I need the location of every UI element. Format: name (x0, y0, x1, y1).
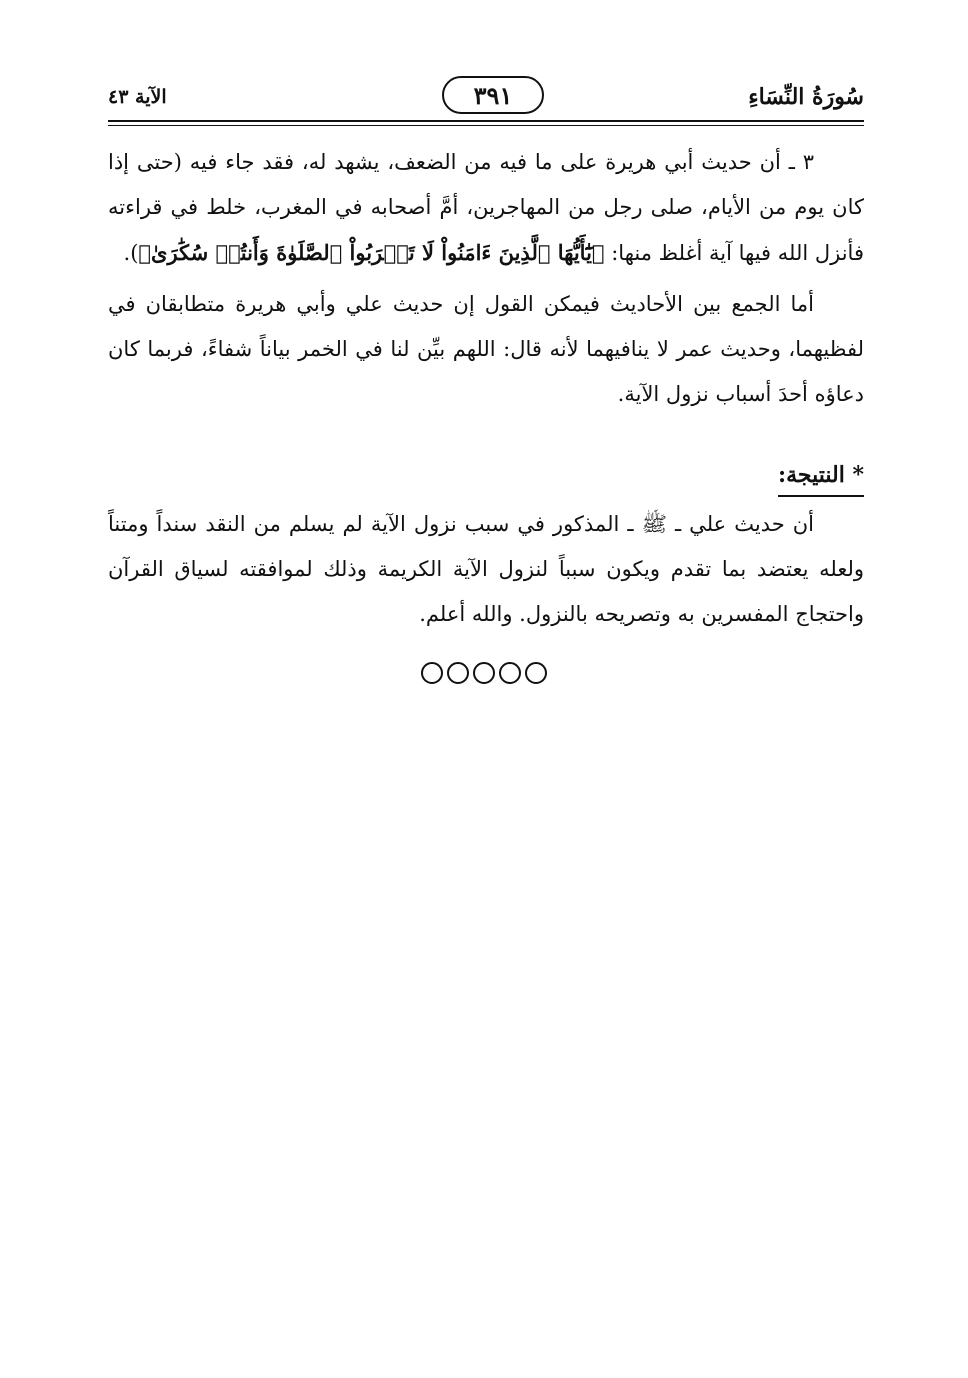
header-divider-thin (108, 125, 864, 126)
result-heading: * النتيجة: (778, 457, 864, 497)
paragraph-1-text: ٣ ـ أن حديث أبي هريرة على ما فيه من الضعف، يشهد له، فقد جاء فيه (حتى إذا كان يوم من الأيام، صلى رجل من المهاجرين، أمَّ أصحابه في المغرب، خلط في قراءته فأنزل الله فيها آية أغلظ منها: (108, 150, 864, 265)
paragraph-1 (108, 140, 864, 276)
quran-verse: ﴿يَٰٓأَيُّهَا ٱلَّذِينَ ءَامَنُواْ لَا تَقۡرَبُواْ ٱلصَّلَوٰةَ وَأَنتُمۡ سُكَٰرَىٰ﴾ (138, 240, 605, 265)
section-separator (0, 662, 968, 684)
circle-icon (447, 662, 469, 684)
header-divider (108, 120, 864, 122)
page-number: ٣٩١ (442, 76, 544, 114)
paragraph-1-end: ). (123, 241, 139, 265)
page-header (108, 72, 864, 124)
result-body: أن حديث علي ـ ﷺ ـ المذكور في سبب نزول الآية لم يسلم من النقد سنداً ومتناً ولعله يعتضد بما تقدم ويكون سبباً لنزول الآية الكريمة وذلك لموافقته لسياق القرآن واحتجاج المفسرين به وتصريحه بالنزول. والله أعلم. (108, 512, 864, 626)
result-section (108, 431, 864, 637)
circle-icon (525, 662, 547, 684)
paragraph-2: أما الجمع بين الأحاديث فيمكن القول إن حديث علي وأبي هريرة متطابقان في لفظيهما، وحديث عمر لا ينافيهما لأنه قال: اللهم بيِّن لنا في الخمر بياناً شفاءً، فربما كان دعاؤه أحدَ أسباب نزول الآية. (108, 292, 864, 406)
circle-icon (421, 662, 443, 684)
ayah-label: الآية ٤٣ (108, 86, 167, 108)
circle-icon (473, 662, 495, 684)
circle-icon (499, 662, 521, 684)
page-content (108, 140, 864, 637)
surah-title: سُورَةُ النِّسَاءِ (748, 84, 864, 110)
